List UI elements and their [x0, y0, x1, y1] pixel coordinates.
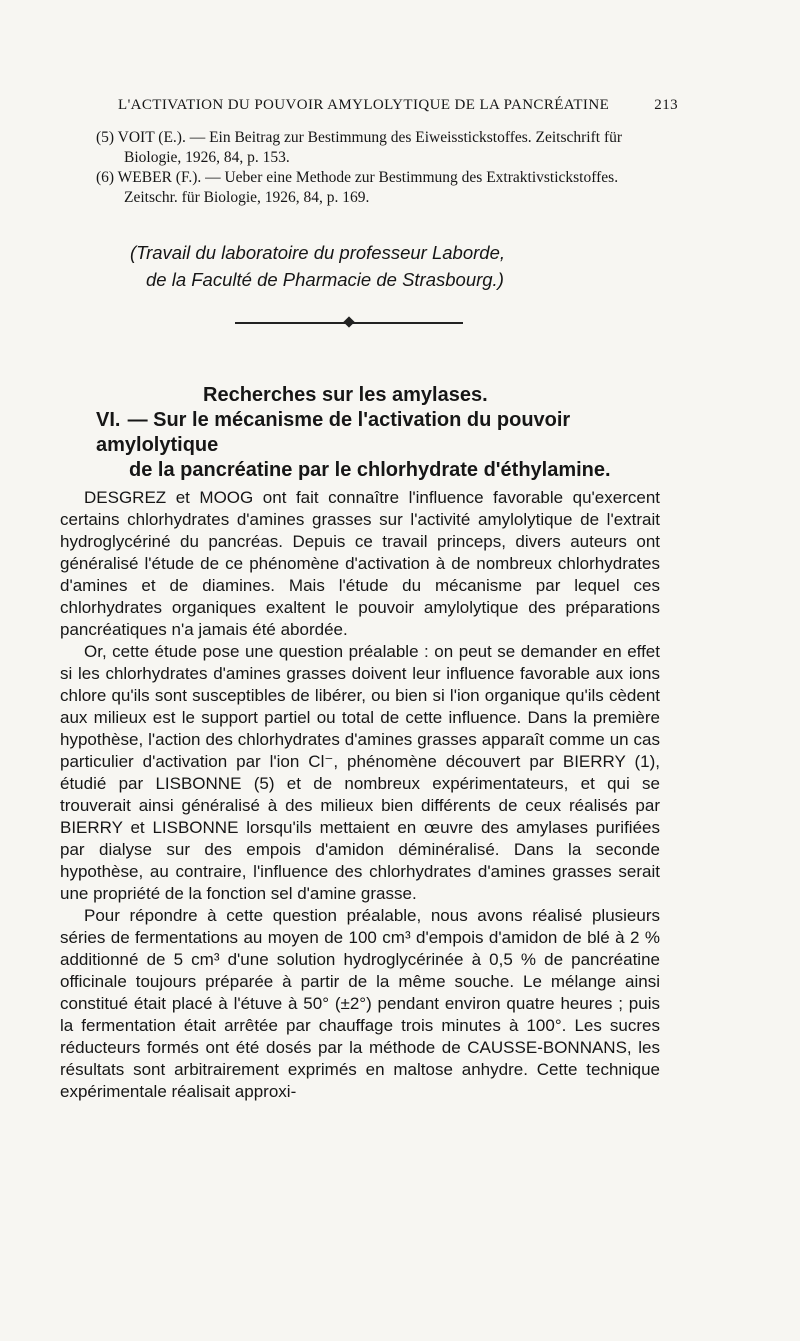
article-heading [96, 383, 696, 483]
body-paragraph: Pour répondre à cette question préalable, nous avons réalisé plusieurs séries de fermentations au moyen de 100 cm³ d'empois d'amidon de blé à 2 % additionné de 5 cm³ d'une solution hydroglycérinée à 0,5 % de pancréatine officinale toujours préparée à partir de la même souche. Le mélange ainsi constitué était placé à l'étuve à 50° (±2°) pendant environ quatre heures ; puis la fermentation était arrêtée par chauffage trois minutes à 100°. Les sucres réducteurs formés ont été dosés par la méthode de CAUSSE-BONNANS, les résultats sont arbitrairement exprimés en maltose anhydre. Cette technique expérimentale réalisait approxi- [60, 906, 660, 1101]
article-number: VI. [96, 409, 121, 431]
credit-line: de la Faculté de Pharmacie de Strasbourg.) [146, 269, 504, 290]
running-head [118, 97, 678, 114]
article-title-line: de la pancréatine par le chlorhydrate d'éthylamine. [129, 459, 611, 481]
article-series-title: Recherches sur les amylases. [203, 384, 488, 406]
reference-line-continued: Zeitschr. für Biologie, 1926, 84, p. 169. [124, 189, 370, 206]
reference-item [96, 168, 686, 208]
reference-line-continued: Biologie, 1926, 84, p. 153. [124, 149, 290, 166]
section-divider [235, 318, 463, 328]
reference-list [96, 128, 686, 208]
reference-item [96, 128, 686, 168]
article-title-text: — Sur le mécanisme de l'activation du pouvoir amylolytique [96, 409, 571, 456]
article-body [60, 487, 660, 1103]
running-head-title: L'ACTIVATION DU POUVOIR AMYLOLYTIQUE DE LA PANCRÉATINE [118, 97, 610, 113]
page-number: 213 [654, 97, 678, 113]
body-paragraph: DESGREZ et MOOG ont fait connaître l'influence favorable qu'exercent certains chlorhydrates d'amines grasses sur l'activité amylolytique de l'extrait hydroglycériné du pancréas. Depuis ce travail princeps, divers auteurs ont généralisé l'étude de ce phénomène d'activation à de nombreux chlorhydrates d'amines et de diamines. Mais l'étude du mécanisme par lequel ces chlorhydrates organiques exaltent le pouvoir amylolytique des préparations pancréatiques n'a jamais été abordée. [60, 488, 660, 639]
laboratory-credit [130, 239, 670, 293]
credit-line: (Travail du laboratoire du professeur Laborde, [130, 242, 506, 263]
reference-line: (6) WEBER (F.). — Ueber eine Methode zur Bestimmung des Extraktivstickstoffes. [96, 169, 619, 186]
body-paragraph: Or, cette étude pose une question préalable : on peut se demander en effet si les chlorhydrates d'amines grasses doivent leur influence favorable aux ions chlore qu'ils sont susceptibles de libérer, ou bien si l'ion organique qu'ils cèdent aux milieux est le support partiel ou total de cette influence. Dans la première hypothèse, l'action des chlorhydrates d'amines grasses apparaît comme un cas particulier d'activation par l'ion Cl⁻, phénomène découvert par BIERRY (1), étudié par LISBONNE (5) et de nombreux expérimentateurs, et qui se trouverait ainsi généralisé à des milieux bien différents de ceux réalisés par BIERRY et LISBONNE lorsqu'ils mettaient en œuvre des amylases purifiées par dialyse sur des empois d'amidon déminéralisé. Dans la seconde hypothèse, au contraire, l'influence des chlorhydrates d'amines grasses serait une propriété de la fonction sel d'amine grasse. [60, 642, 660, 903]
article-title-line [96, 409, 570, 456]
reference-line: (5) VOIT (E.). — Ein Beitrag zur Bestimmung des Eiweisstickstoffes. Zeitschrift für [96, 129, 623, 146]
diamond-ornament-icon [343, 316, 354, 327]
